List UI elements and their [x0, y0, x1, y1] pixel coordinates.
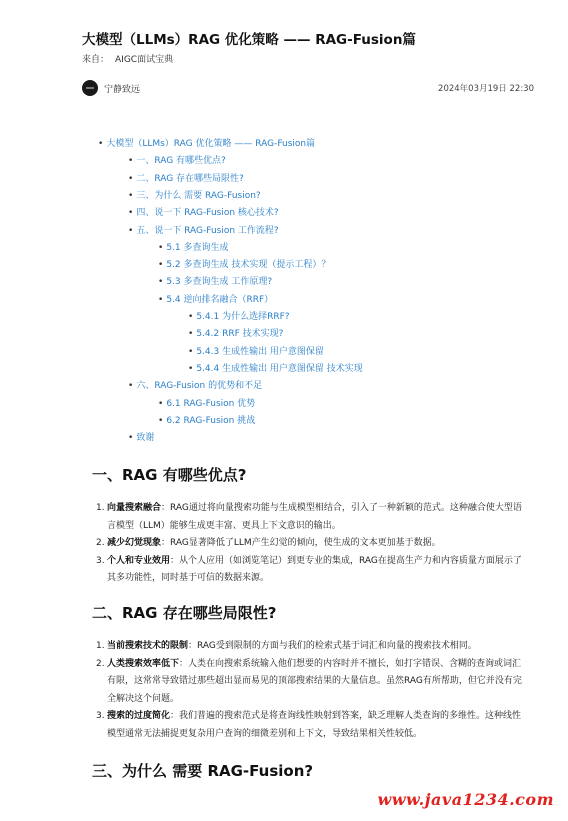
toc-item[interactable]: [128, 223, 279, 236]
toc-item-label: 5.4.4 生成性输出 用户意图保留 技术实现: [196, 363, 363, 374]
list-item-term: 向量搜索融合: [107, 503, 162, 513]
list-item-text: ：RAG显著降低了LLM产生幻觉的倾向，使生成的文本更加基于数据。: [161, 538, 441, 548]
avatar[interactable]: [82, 80, 98, 96]
section-heading-1: 一、RAG 有哪些优点?: [92, 466, 247, 484]
toc-item[interactable]: [158, 240, 229, 253]
list-item: [96, 500, 530, 535]
toc-item-label: 5.4.2 RRF 技术实现?: [196, 329, 284, 340]
bullet-icon: •: [158, 260, 164, 271]
bullet-icon: •: [158, 277, 164, 288]
list-number: 1.: [96, 503, 105, 513]
author-name[interactable]: 宁静致远: [104, 85, 141, 95]
toc-item[interactable]: [158, 396, 255, 409]
list-item-term: 个人和专业效用: [107, 555, 171, 566]
bullet-icon: •: [188, 346, 194, 357]
advantages-list: [96, 500, 530, 588]
list-item: [96, 638, 530, 656]
list-item-term: 当前搜索技术的限制: [107, 641, 189, 651]
toc-item[interactable]: [188, 361, 363, 374]
list-number: 3.: [96, 711, 105, 721]
bullet-icon: •: [158, 294, 164, 305]
bullet-icon: •: [158, 242, 164, 253]
toc-item-label: 5.2 多查询生成 技术实现（提示工程）？: [166, 260, 331, 271]
toc-item-label: 5.4 逆向排名融合（RRF）: [166, 294, 274, 305]
watermark: www.java1234.com: [377, 790, 554, 809]
bullet-icon: •: [98, 139, 104, 149]
bullet-icon: •: [128, 381, 134, 392]
source-label: 来自：: [82, 55, 110, 65]
list-number: 2.: [96, 658, 105, 669]
toc-item-label: 二、RAG 存在哪些局限性?: [136, 173, 244, 184]
toc-item[interactable]: [128, 378, 262, 391]
toc-item-label: 六、RAG-Fusion 的优势和不足: [136, 381, 263, 392]
toc-item[interactable]: [128, 430, 154, 443]
list-number: 2.: [96, 538, 105, 548]
list-item-text: ：RAG通过将向量搜索功能与生成模型相结合，引入了一种新颖的范式。这种融合使大型语言模型（LLM）能够生成更丰富、更具上下文意识的输出。: [107, 503, 522, 531]
list-number: 3.: [96, 555, 105, 566]
toc-item-label: 四、说一下 RAG-Fusion 核心技术?: [136, 208, 279, 219]
bullet-icon: •: [158, 415, 164, 426]
list-item-term: 搜索的过度简化: [107, 711, 171, 721]
toc-item[interactable]: [128, 153, 226, 166]
section-heading-3: 三、为什么 需要 RAG-Fusion?: [92, 762, 314, 780]
toc-item[interactable]: [98, 136, 315, 149]
list-item: [96, 708, 530, 743]
toc-item[interactable]: [158, 292, 273, 305]
list-item-text: ：RAG受到限制的方面与我们的检索式基于词汇和向量的搜索技术相同。: [188, 641, 477, 651]
source-line: [82, 52, 179, 65]
bullet-icon: •: [128, 225, 134, 236]
list-item: [96, 656, 530, 709]
toc-item-label: 5.3 多查询生成 工作原理?: [166, 277, 273, 288]
publish-date: 2024年03月19日 22:30: [438, 84, 534, 94]
toc-item-label: 致谢: [136, 433, 155, 444]
toc-item-label: 三、为什么 需要 RAG-Fusion?: [136, 190, 261, 201]
toc-item-label: 5.4.3 生成性输出 用户意图保留: [196, 346, 324, 357]
bullet-icon: •: [128, 208, 134, 219]
section-heading-2: 二、RAG 存在哪些局限性?: [92, 604, 277, 622]
bullet-icon: •: [158, 398, 164, 409]
bullet-icon: •: [188, 329, 194, 340]
list-number: 1.: [96, 641, 105, 651]
toc-item[interactable]: [128, 188, 261, 201]
bullet-icon: •: [128, 156, 134, 167]
toc-item-label: 五、说一下 RAG-Fusion 工作流程?: [136, 225, 279, 236]
toc-item-label: 6.1 RAG-Fusion 优势: [166, 398, 256, 409]
list-item-text: ：人类在向搜索系统输入他们想要的内容时并不擅长，如打字错误、含糊的查询或词汇有限，这常常导致错过那些超出显而易见的顶部搜索结果的大量信息。虽然RAG有所帮助，但它并没有完全解决这个问题。: [107, 658, 522, 704]
source-name[interactable]: AIGC面试宝典: [115, 55, 174, 65]
bullet-icon: •: [128, 173, 134, 184]
toc-item[interactable]: [188, 326, 283, 339]
toc-item[interactable]: [188, 309, 290, 322]
toc-item-label: 一、RAG 有哪些优点?: [136, 156, 226, 167]
bullet-icon: •: [188, 363, 194, 374]
limitations-list: [96, 638, 530, 743]
toc-item[interactable]: [128, 171, 244, 184]
toc-item-label: 大模型（LLMs）RAG 优化策略 —— RAG-Fusion篇: [106, 139, 316, 149]
page-title: 大模型（LLMs）RAG 优化策略 —— RAG-Fusion篇: [82, 32, 416, 48]
toc-item[interactable]: [158, 274, 272, 287]
toc-item[interactable]: [158, 257, 330, 270]
toc-item[interactable]: [158, 413, 255, 426]
toc-item-label: 5.4.1 为什么选择RRF?: [196, 312, 290, 322]
list-item-term: 人类搜索效率低下: [107, 658, 180, 669]
list-item-term: 减少幻觉现象: [107, 538, 162, 548]
list-item: [96, 535, 530, 553]
bullet-icon: •: [128, 190, 134, 201]
toc-item-label: 6.2 RAG-Fusion 挑战: [166, 415, 256, 426]
author-row: [82, 80, 534, 96]
list-item-text: ：从个人应用（如浏览笔记）到更专业的集成，RAG在提高生产力和内容质量方面展示了其多功能性，同时基于可信的数据来源。: [107, 555, 522, 583]
toc-item[interactable]: [188, 344, 324, 357]
list-item: [96, 553, 530, 588]
bullet-icon: •: [188, 312, 194, 322]
toc-item[interactable]: [128, 205, 279, 218]
toc-item-label: 5.1 多查询生成: [166, 242, 229, 253]
bullet-icon: •: [128, 433, 134, 444]
list-item-text: ：我们普遍的搜索范式是将查询线性映射到答案，缺乏理解人类查询的多维性。这种线性模型通常无法捕捉更复杂用户查询的细微差别和上下文，导致结果相关性较低。: [107, 711, 522, 739]
